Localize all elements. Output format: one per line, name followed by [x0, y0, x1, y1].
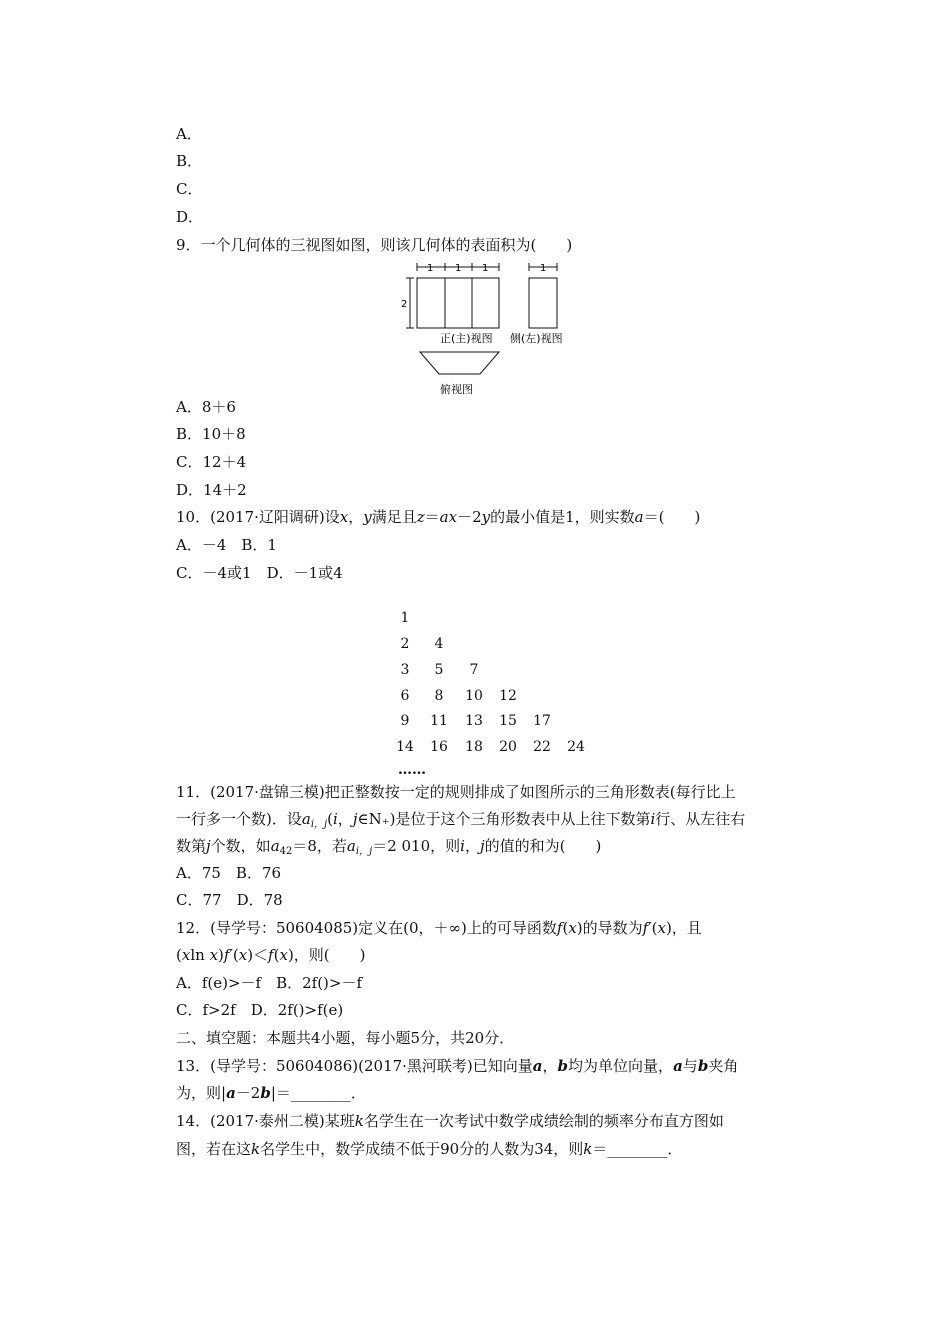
- triangle-cell: 3: [400, 662, 410, 678]
- q13-line1: 13．(导学号：50604086)(2017·黑河联考)已知向量a，b均为单位向量，a与b夹角: [176, 1057, 739, 1075]
- q14-line2: 图，若在这k名学生中，数学成绩不低于90分的人数为34，则k＝________．: [176, 1140, 683, 1158]
- q9-stem: 9．一个几何体的三视图如图，则该几何体的表面积为( ): [176, 236, 573, 254]
- q14-line1: 14．(2017·泰州二模)某班k名学生在一次考试中数学成绩绘制的频率分布直方图如: [176, 1112, 724, 1130]
- triangle-cell: 18: [465, 739, 483, 755]
- q13-line2: 为，则|a－2b|＝________．: [176, 1084, 366, 1102]
- q9-option-d: D．14＋2: [176, 481, 247, 499]
- triangle-cell: 22: [533, 739, 551, 755]
- front-dim-1b: 1: [455, 263, 462, 274]
- q11-options-row1: A．75 B．76: [176, 864, 282, 882]
- q9-option-c: C．12＋4: [176, 453, 247, 471]
- front-dim-1a: 1: [427, 263, 434, 274]
- triangle-cell: 13: [465, 713, 483, 729]
- side-view-label: 侧(左)视图: [510, 332, 563, 345]
- q12-line2: (xln x)f′(x)＜f(x)，则( ): [176, 946, 366, 964]
- q11-line2: 一行多一个数)．设$a_{i,j}(i$，j∈N₊)是位于这个三角形数表中从上往下数第i行、从左往右: [176, 810, 746, 830]
- triangle-ellipsis: ……: [398, 762, 426, 778]
- triangle-cell: 9: [400, 713, 410, 729]
- triangle-cell: 2: [400, 636, 410, 652]
- q11-line3: 数第j个数，如$a_{42}=8$，若$a_{i,j}=2$ 010，则i，j的值的和为( ): [176, 837, 602, 857]
- q8-option-d: D．: [176, 208, 204, 226]
- triangle-cell: 11: [430, 713, 448, 729]
- triangle-cell: 12: [499, 688, 517, 704]
- triangle-cell: 5: [434, 662, 444, 678]
- triangle-cell: 17: [533, 713, 551, 729]
- three-view-figure: [400, 258, 590, 400]
- q9-option-b: B．10＋8: [176, 425, 246, 443]
- q11-options-row2: C．77 D．78: [176, 891, 283, 909]
- triangle-cell: 20: [499, 739, 517, 755]
- front-dim-2: 2: [401, 299, 408, 310]
- triangle-cell: 6: [400, 688, 410, 704]
- triangle-cell: 7: [469, 662, 479, 678]
- q8-option-a: A．: [176, 125, 202, 143]
- triangle-table: [390, 608, 610, 778]
- triangle-cell: 10: [465, 688, 483, 704]
- triangle-cell: 16: [430, 739, 448, 755]
- section-heading: 二、填空题：本题共4小题，每小题5分，共20分．: [176, 1029, 515, 1047]
- q10-options-row1: A．－4 B．1: [176, 536, 277, 554]
- front-view-label: 正(主)视图: [440, 332, 493, 345]
- q11-line1: 11．(2017·盘锦三模)把正整数按一定的规则排成了如图所示的三角形数表(每行比上: [176, 783, 736, 801]
- front-dim-1c: 1: [482, 263, 489, 274]
- triangle-cell: 1: [400, 610, 410, 626]
- top-view-label: 俯视图: [440, 383, 473, 396]
- q12-options-row2: C．f>2f D．2f()>f(e): [176, 1001, 344, 1019]
- triangle-cell: 14: [396, 739, 414, 755]
- q12-options-row1: A．f(e)>－f B．2f()>－f: [176, 974, 363, 992]
- q9-option-a: A．8＋6: [176, 398, 236, 416]
- triangle-cell: 8: [434, 688, 444, 704]
- triangle-cell: 15: [499, 713, 517, 729]
- q12-line1: 12．(导学号：50604085)定义在(0，＋∞)上的可导函数f(x)的导数为f′(x)，且: [176, 919, 702, 937]
- triangle-cell: 4: [434, 636, 444, 652]
- side-dim-1: 1: [540, 263, 547, 274]
- triangle-cell: 24: [567, 739, 585, 755]
- q10-options-row2: C．－4或1 D．－1或4: [176, 564, 343, 582]
- q8-option-b: B．: [176, 152, 203, 170]
- q10-stem: 10．(2017·辽阳调研)设x，y满足且z＝ax－2y的最小值是1，则实数a＝( ): [176, 508, 701, 526]
- q8-option-c: C．: [176, 180, 203, 198]
